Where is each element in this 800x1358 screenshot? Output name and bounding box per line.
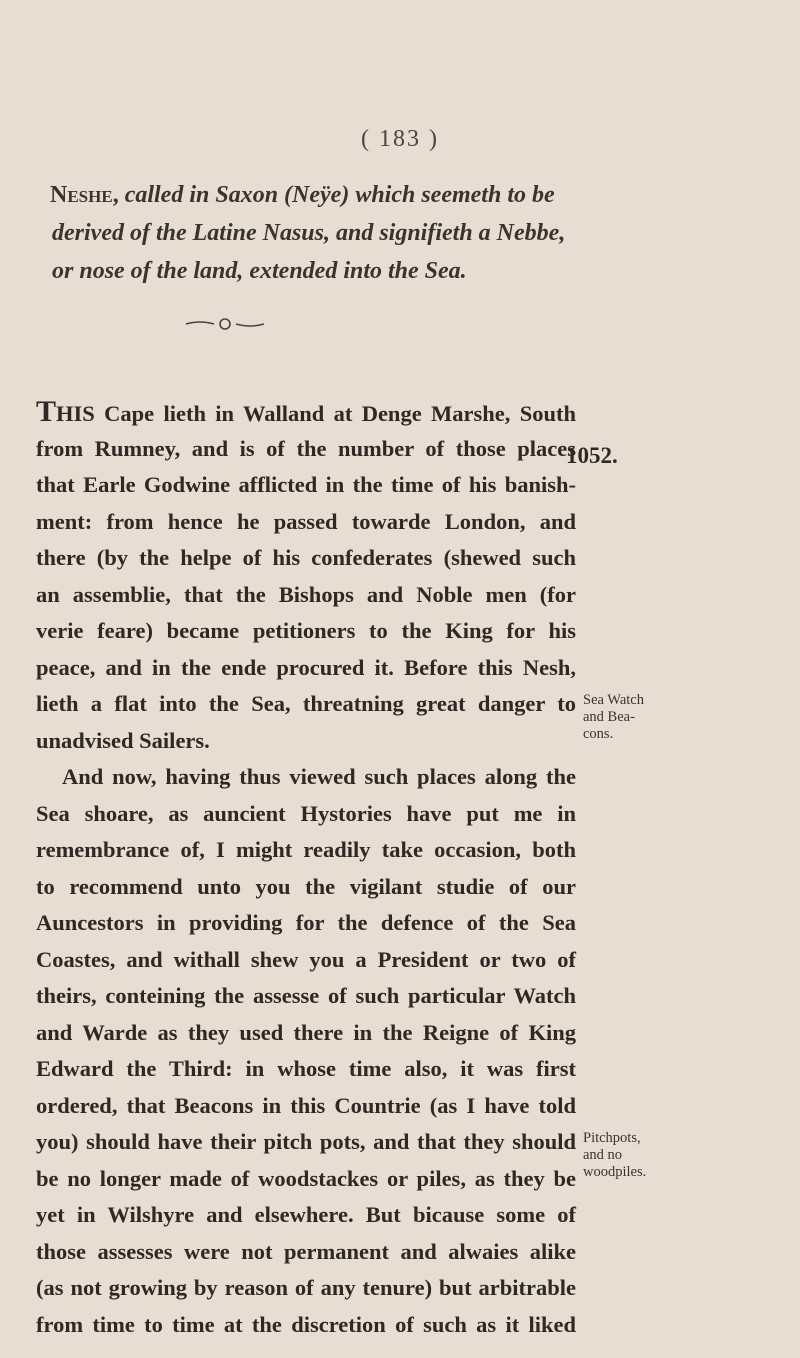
- body-line: from Rumney, and is of the number of those places: [36, 435, 576, 461]
- ornament-divider: [180, 316, 270, 332]
- body-line: peace, and in the ende procured it. Before this Nesh,: [36, 654, 576, 680]
- margin-note-line: Sea Watch: [583, 692, 644, 708]
- heading-keyword: Neshe,: [50, 182, 119, 208]
- body-line: Edward the Third: in whose time also, it was first: [36, 1056, 576, 1081]
- body-line: theirs, conteining the assesse of such particular Watch: [36, 983, 576, 1008]
- heading-line-1: [50, 176, 690, 214]
- section-heading: [50, 176, 690, 290]
- body-line: those assesses were not permanent and alwaies alike: [36, 1238, 576, 1264]
- body-line: remembrance of, I might readily take occasion, both: [36, 837, 576, 862]
- body-line: lieth a flat into the Sea, threatning great danger to: [36, 691, 576, 716]
- body-line: Auncestors in providing for the defence of the Sea: [36, 910, 576, 935]
- margin-note-line: and no: [583, 1147, 623, 1163]
- body-text: [36, 394, 576, 1343]
- body-line: there (by the helpe of his confederates (shewed such: [36, 545, 576, 570]
- body-line: ordered, that Beacons in this Countrie (as I have told: [36, 1092, 576, 1118]
- margin-note-line: and Bea-: [583, 709, 635, 725]
- body-line: Sea shoare, as auncient Hystories have put me in: [36, 800, 576, 826]
- body-line: from time to time at the discretion of such as it liked: [36, 1311, 576, 1337]
- margin-note-line: woodpiles.: [583, 1164, 647, 1180]
- heading-line-2: derived of the Latine Nasus, and signifieth a Nebbe,: [52, 220, 566, 246]
- body-line: yet in Wilshyre and elsewhere. But bicause some of: [36, 1202, 576, 1227]
- drop-cap: T: [36, 395, 57, 428]
- body-line: And now, having thus viewed such places along the: [62, 764, 576, 789]
- margin-note-sea-watch: [583, 692, 723, 743]
- body-line: (as not growing by reason of any tenure) but arbitrable: [36, 1275, 576, 1300]
- page-number: ( 183 ): [361, 126, 439, 152]
- heading-line-1-text: called in Saxon (Neÿe) which seemeth to be: [118, 182, 555, 208]
- margin-note-line: Pitchpots,: [583, 1130, 641, 1146]
- body-line: ment: from hence he passed towarde London, and: [36, 508, 576, 534]
- body-line: verie feare) became petitioners to the King for his: [36, 618, 576, 643]
- margin-note-line: cons.: [583, 726, 614, 742]
- body-line: Coastes, and withall shew you a President or two of: [36, 946, 576, 972]
- body-line: that Earle Godwine afflicted in the time of his banish-: [36, 472, 576, 497]
- body-line: be no longer made of woodstackes or piles, as they be: [36, 1165, 576, 1191]
- margin-note-pitchpots: [583, 1130, 723, 1181]
- body-line: unadvised Sailers.: [36, 727, 210, 753]
- body-line: an assemblie, that the Bishops and Noble men (for: [36, 581, 576, 607]
- body-line: and Warde as they used there in the Reigne of King: [36, 1019, 576, 1045]
- heading-line-3: or nose of the land, extended into the Sea.: [52, 258, 467, 284]
- body-line: THIS Cape lieth in Walland at Denge Marshe, South: [36, 395, 576, 428]
- body-line: to recommend unto you the vigilant studie of our: [36, 873, 576, 899]
- body-line: you) should have their pitch pots, and that they should: [36, 1129, 576, 1154]
- margin-year: 1052.: [566, 443, 618, 468]
